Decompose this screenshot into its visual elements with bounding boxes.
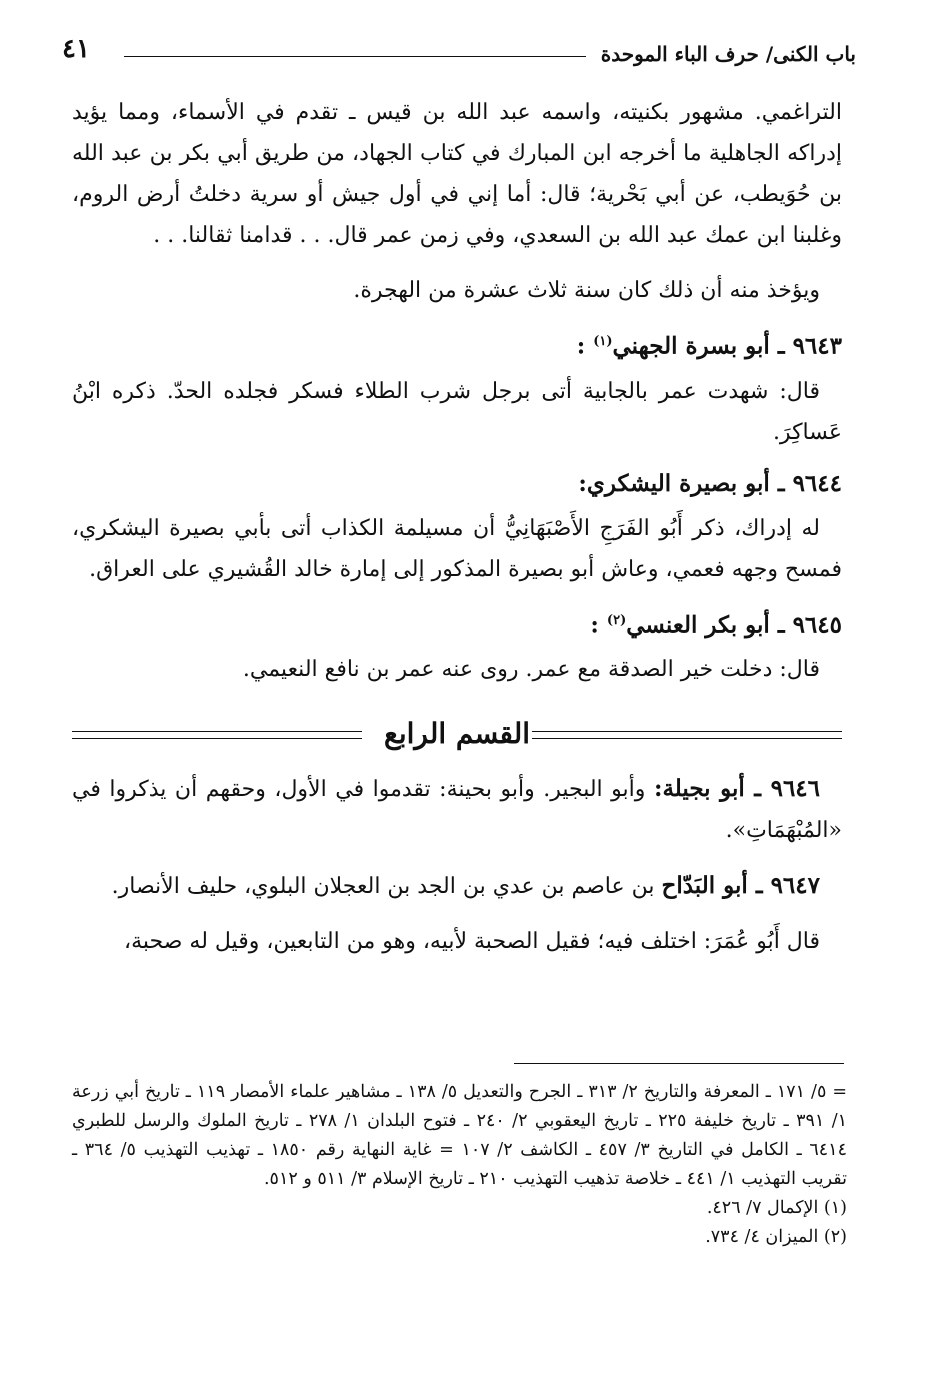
footnote-continuation: = ٥/ ١٧١ ـ المعرفة والتاريخ ٢/ ٣١٣ ـ الجرح والتعديل ٥/ ١٣٨ ـ مشاهير علماء الأمصار ١١٩ ـ تاريخ أبي زرعة ١/ ٣٩١ ـ تاريخ خليفة ٢٢٥ ـ تاريخ اليعقوبي ٢/ ٢٤٠ ـ فتوح البلدان ١/ ٢٧٨ ـ تاريخ الملوك والرسل للطبري ٦٤١٤ ـ الكامل في التاريخ ٣/ ٤٥٧ ـ الكاشف ٢/ ١٠٧ = غاية النهاية رقم ١٨٥٠ ـ تهذيب التهذيب ٥/ ٣٦٤ ـ تقريب التهذيب ١/ ٤٤١ ـ خلاصة تذهيب التهذيب ٢١٠ ـ تاريخ الإسلام ٣/ ٥١١ و ٥١٢. [72, 1082, 847, 1189]
entry-9646 [72, 768, 842, 851]
main-text [72, 92, 842, 962]
entry-heading-9643 [72, 321, 842, 367]
entry-text: بن عاصم بن عدي بن الجد بن العجلان البلوي، حليف الأنصار. [111, 874, 655, 900]
entry-heading-9644: ٩٦٤٤ ـ أبو بصيرة اليشكري: [578, 469, 842, 497]
running-head: باب الكنى/ حرف الباء الموحدة [600, 42, 856, 66]
paragraph: ويؤخذ منه أن ذلك كان سنة ثلاث عشرة من الهجرة. [353, 278, 820, 303]
footnote-separator [514, 1063, 844, 1064]
entry-title: ٩٦٤٥ ـ أبو بكر العنسي [626, 611, 842, 639]
page-header [62, 34, 856, 74]
entry-title: ٩٦٤٧ ـ أبو البَدّاح [661, 872, 820, 900]
footnote-ref: (١) [593, 334, 613, 349]
paragraph: التراغمي. مشهور بكنيته، واسمه عبد الله بن قيس ـ تقدم في الأسماء، ومما يؤيد إدراكه الجاهلية ما أخرجه ابن المبارك في كتاب الجهاد، من طريق أبي بكر بن عبد الله بن حُوَيطب، عن أبي بَحْرية؛ قال: أما إني في أول جيش أو سرية دخلتُ أرض الروم، وغلبنا ابن عمك عبد الله بن السعدي، وفي زمن عمر قال. . . قدامنا ثقالنا. . . [72, 100, 842, 248]
entry-text: له إدراك، ذكر أَبُو الفَرَجِ الأَصْبَهَانِيُّ أن مسيلمة الكذاب أتى بأبي بصيرة اليشكري، فمسح وجهه فعمي، وعاش أبو بصيرة المذكور إلى إمارة خالد القُشيري على العراق. [72, 515, 842, 582]
entry-title: ٩٦٤٦ ـ أبو بجيلة: [653, 775, 821, 803]
footnote-2: (٢) الميزان ٤/ ٧٣٤. [705, 1227, 847, 1247]
entry-text: قال: دخلت خير الصدقة مع عمر. روى عنه عمر بن نافع النعيمي. [242, 657, 820, 683]
entry-colon: : [576, 332, 586, 360]
paragraph: قال أَبُو عُمَرَ: اختلف فيه؛ فقيل الصحبة لأبيه، وهو من التابعين، وقيل له صحبة، [124, 929, 820, 955]
footnote-ref: (٢) [606, 612, 627, 628]
entry-title: ٩٦٤٣ ـ أبو بسرة الجهني [612, 332, 842, 360]
footnotes [72, 1078, 847, 1252]
section-divider [72, 714, 842, 758]
header-rule [124, 56, 586, 57]
entry-text: قال: شهدت عمر بالجابية أتى برجل شرب الطلاء فسكر فجلده الحدّ. ذكره ابْنُ عَساكِرَ. [72, 378, 842, 445]
entry-colon: : [590, 611, 599, 639]
footnote-1: (١) الإكمال ٧/ ٤٢٦. [706, 1198, 847, 1218]
entry-9647 [72, 865, 842, 907]
entry-heading-9645 [72, 600, 842, 646]
page-number: ٤١ [62, 34, 90, 64]
entry-text: وأبو البجير. وأبو بحينة: تقدموا في الأول، وحقهم أن يذكروا في «المُبْهَمَاتِ». [72, 777, 842, 844]
section-title: القسم الرابع [383, 717, 531, 751]
